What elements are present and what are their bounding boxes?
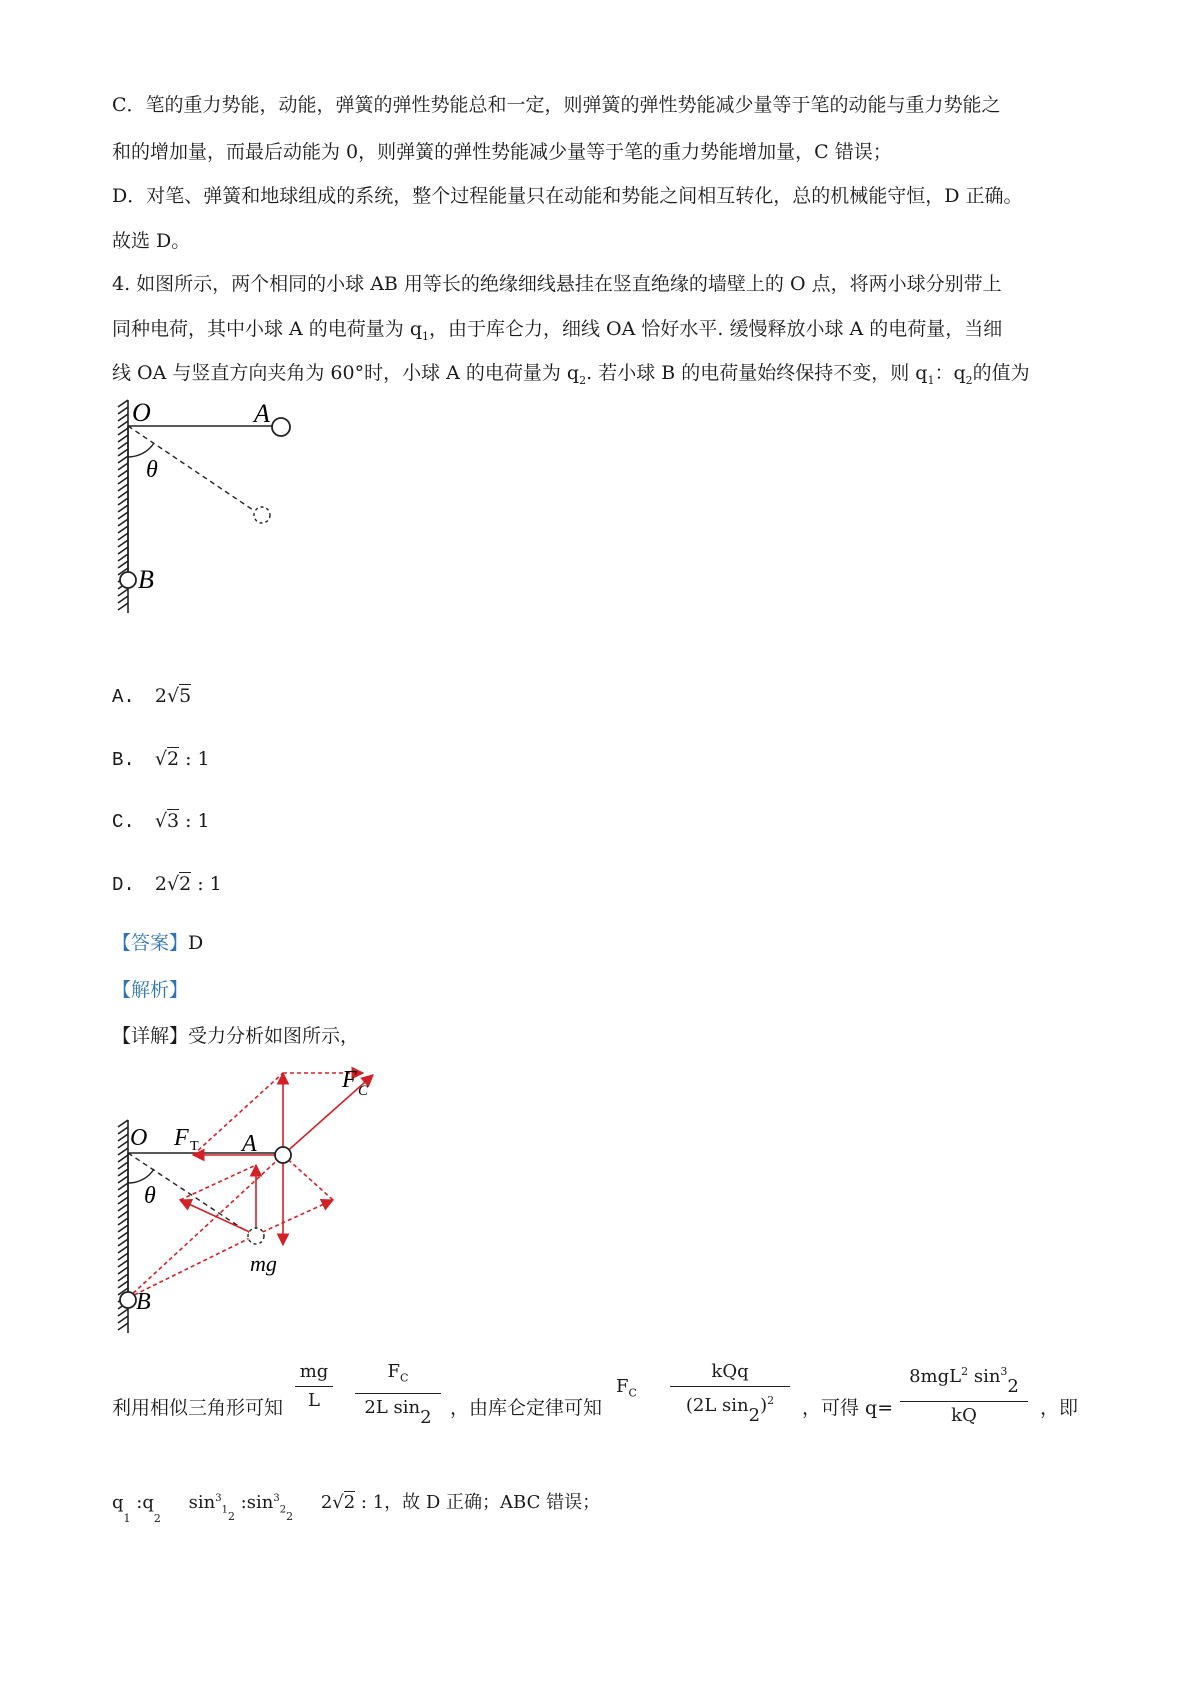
hatch-mark: [118, 463, 128, 470]
hatch-mark: [118, 1148, 128, 1155]
option-c-radicand: 3: [166, 810, 180, 832]
hatch-mark: [118, 1190, 128, 1197]
hatch-mark: [118, 512, 128, 519]
f4-den: kQ: [951, 1405, 977, 1426]
option-c-tail: : 1: [179, 810, 210, 832]
question-line2: [112, 316, 1002, 350]
hatch-mark: [118, 477, 128, 484]
f4-num: [900, 1360, 1028, 1399]
f2-sin2-sup: 3: [273, 1493, 280, 1504]
ball-a: [275, 1147, 291, 1163]
fraction-q: [900, 1360, 1028, 1428]
hatch-mark: [118, 547, 128, 554]
hatch-mark: [118, 1323, 128, 1330]
hatch-mark: [118, 407, 128, 414]
f2-den-a: 2L sin: [364, 1396, 421, 1418]
hatch-mark: [118, 589, 128, 596]
q1-sub-b: 1: [927, 373, 935, 387]
label-fc: F: [342, 1067, 357, 1093]
f2-sep: :sin: [240, 1492, 274, 1513]
sqrt-icon: √: [166, 873, 180, 895]
hatch-mark: [118, 561, 128, 568]
answer: [112, 930, 203, 956]
f2-den-b: 2: [420, 1406, 432, 1428]
label-a: A: [242, 1131, 257, 1157]
f2-q1: q: [112, 1492, 124, 1513]
hatch-mark: [118, 1267, 128, 1274]
hatch-mark: [118, 442, 128, 449]
formula1-mid2: ，可得 q=: [802, 1397, 894, 1419]
sqrt-icon: √: [154, 748, 167, 770]
hatch-mark: [118, 1169, 128, 1176]
hatch-mark: [118, 1281, 128, 1288]
q2-sub: 2: [579, 373, 587, 387]
hatch-mark: [118, 1155, 128, 1162]
para-c-line2: 和的增加量，而最后动能为 0，则弹簧的弹性势能减少量等于笔的重力势能增加量，C 错误；: [112, 141, 892, 163]
hatch-mark: [118, 484, 128, 491]
hatch-mark: [118, 1176, 128, 1183]
question-line3: [112, 360, 1030, 394]
f2-sin2-den: 2: [286, 1510, 294, 1523]
f2-colon: :q: [136, 1492, 154, 1513]
option-b-letter: B.: [112, 749, 135, 771]
hatch-mark: [118, 470, 128, 477]
formula2: [112, 1488, 600, 1525]
f2-sin1: sin: [188, 1492, 216, 1513]
hatch-mark: [118, 1134, 128, 1141]
hatch-mark: [118, 596, 128, 603]
hatch-mark: [118, 1260, 128, 1267]
hatch-mark: [118, 1316, 128, 1323]
f2-res-coef: 2: [320, 1492, 333, 1513]
label-o: O: [130, 1125, 148, 1151]
hatch-mark: [118, 1211, 128, 1218]
option-a-radicand: 5: [179, 685, 192, 707]
fc-sub: C: [628, 1386, 637, 1400]
f2-sin1-sup: 3: [215, 1493, 222, 1504]
question-line3-b: . 若小球 B 的电荷量始终保持不变，则 q: [586, 362, 928, 384]
f2-num-f: F: [387, 1361, 401, 1382]
hatch-mark: [118, 449, 128, 456]
angle-arc: [128, 443, 154, 457]
hatch-mark: [118, 1274, 128, 1281]
option-b-radicand: 2: [166, 748, 180, 770]
sqrt-icon: √: [332, 1492, 344, 1513]
hatch-mark: [118, 1218, 128, 1225]
hatch-mark: [118, 1204, 128, 1211]
f2-sin2-sub: 2: [279, 1504, 287, 1516]
formula1-tail: ，即: [1040, 1397, 1079, 1419]
option-b-tail: : 1: [179, 748, 210, 770]
option-c-letter: C.: [112, 811, 135, 833]
f1-bar: [295, 1386, 333, 1387]
ball-dashed: [254, 507, 270, 523]
fraction-fc: [355, 1360, 441, 1430]
f3-den-c: ): [760, 1395, 768, 1416]
f3-num: kQq: [711, 1361, 749, 1382]
label-b: B: [138, 565, 154, 594]
hatch-mark: [118, 533, 128, 540]
hatch-mark: [118, 435, 128, 442]
hatch-mark: [118, 491, 128, 498]
question-line2-b: ，由于库仑力，细线 OA 恰好水平. 缓慢释放小球 A 的电荷量，当细: [429, 318, 1003, 340]
hatch-mark: [118, 540, 128, 547]
f3-bar: [670, 1386, 790, 1387]
f4-num-d: 2: [1007, 1376, 1019, 1397]
figure-1: [108, 395, 308, 625]
f1-den: L: [308, 1390, 320, 1411]
hatch-mark: [118, 456, 128, 463]
hatch-mark: [118, 603, 128, 610]
q2-sub-b: 2: [965, 373, 973, 387]
hatch-mark: [118, 1127, 128, 1134]
hatch-mark: [118, 400, 128, 407]
f3-den-b: 2: [748, 1405, 761, 1426]
question-line2-a: 同种电荷，其中小球 A 的电荷量为 q: [112, 318, 423, 340]
hatch-mark: [118, 498, 128, 505]
detail: [112, 1023, 359, 1049]
hatch-mark: [118, 414, 128, 421]
para-c-line1: C．笔的重力势能，动能，弹簧的弹性势能总和一定，则弹簧的弹性势能减少量等于笔的动能与重力势能之: [112, 94, 1001, 116]
option-d-radicand: 2: [179, 873, 192, 895]
label-theta: θ: [144, 1183, 156, 1209]
option-d-letter: D.: [112, 874, 135, 896]
formula1-mid: ，由库仑定律可知: [450, 1397, 603, 1419]
hatch-mark: [118, 519, 128, 526]
hatch-mark: [118, 1253, 128, 1260]
hatch-mark: [118, 1232, 128, 1239]
angle-arc: [128, 1169, 154, 1183]
f2-bar: [355, 1393, 441, 1394]
sqrt-icon: √: [166, 685, 180, 707]
hatch-mark: [118, 1309, 128, 1316]
option-d-coef: 2: [154, 873, 167, 895]
figure-2: [108, 1065, 408, 1335]
f2-num: [355, 1360, 441, 1391]
label-theta: θ: [146, 457, 158, 483]
label-fc-sub: C: [358, 1083, 369, 1099]
f2-den: [355, 1396, 441, 1430]
q1-sub: 1: [422, 329, 430, 343]
fraction-mg-l: [295, 1360, 333, 1413]
option-c[interactable]: [112, 810, 210, 833]
option-d-tail: : 1: [191, 873, 222, 895]
fraction-coulomb: [670, 1360, 790, 1428]
hatch-mark: [118, 1246, 128, 1253]
detail-tag: 【详解】: [112, 1025, 189, 1047]
f2-q2-sub: 2: [153, 1512, 161, 1525]
label-o: O: [132, 398, 151, 427]
f2-q1-sub: 1: [123, 1512, 131, 1525]
hatch-mark: [118, 1239, 128, 1246]
hatch-mark: [118, 1197, 128, 1204]
ball-b: [120, 1292, 136, 1308]
hatch-mark: [118, 1162, 128, 1169]
f1-num: mg: [299, 1361, 329, 1382]
f4-num-c: 3: [1000, 1365, 1008, 1378]
hatch-mark: [118, 428, 128, 435]
label-ft: F: [174, 1125, 189, 1151]
formula1-lead: 利用相似三角形可知: [112, 1397, 284, 1419]
f4-num-b: sin: [968, 1366, 1001, 1387]
answer-value: D: [188, 932, 204, 954]
detail-text: 受力分析如图所示，: [188, 1025, 360, 1047]
f2-res-rad: 2: [343, 1492, 356, 1513]
formula1-fc: [616, 1376, 637, 1400]
f3-den-a: (2L sin: [685, 1395, 749, 1416]
hatch-mark: [118, 526, 128, 533]
hatch-mark: [118, 1141, 128, 1148]
f3-den-sup: 2: [767, 1394, 775, 1407]
f2-res-tail: : 1: [355, 1492, 385, 1513]
ball-a: [272, 418, 290, 436]
ball-b: [120, 572, 136, 588]
hatch-mark: [118, 554, 128, 561]
f4-bar: [900, 1401, 1028, 1402]
hatch-mark: [118, 1183, 128, 1190]
f2-sin1-sub: 1: [221, 1504, 228, 1516]
hatch-mark: [118, 1120, 128, 1127]
option-b[interactable]: [112, 748, 210, 771]
label-ft-sub: T: [190, 1139, 199, 1154]
option-a-letter: A.: [112, 686, 135, 708]
f2-num-sub: C: [400, 1371, 409, 1385]
answer-tag: 【答案】: [112, 932, 189, 954]
f2-tail: ，故 D 正确；ABC 错误；: [384, 1492, 601, 1513]
ball-dashed: [248, 1228, 264, 1244]
label-a: A: [254, 399, 270, 428]
hatch-mark: [118, 421, 128, 428]
question-line3-c: ：q: [934, 362, 966, 384]
f2-sin1-den: 2: [227, 1510, 235, 1523]
option-a-coef: 2: [154, 685, 167, 707]
f3-den: [670, 1389, 790, 1428]
hatch-mark: [118, 505, 128, 512]
conclusion: 故选 D。: [112, 230, 191, 252]
fc-f: F: [616, 1376, 629, 1397]
option-d[interactable]: [112, 873, 222, 896]
label-mg: mg: [250, 1251, 277, 1276]
para-d: D．对笔、弹簧和地球组成的系统，整个过程能量只在动能和势能之间相互转化，总的机械能守恒，D 正确。: [112, 185, 1023, 207]
f4-num-sup: 2: [961, 1365, 969, 1378]
question-line3-d: 的值为: [972, 362, 1030, 384]
sqrt-icon: √: [154, 810, 167, 832]
option-a[interactable]: [112, 685, 191, 708]
label-b: B: [136, 1289, 151, 1315]
f4-num-a: 8mgL: [909, 1366, 962, 1387]
hatch-mark: [118, 1225, 128, 1232]
question-line1: 4. 如图所示，两个相同的小球 AB 用等长的绝缘细线悬挂在竖直绝缘的墙壁上的 O 点，将两小球分别带上: [112, 273, 1002, 295]
analysis-tag: 【解析】: [112, 979, 189, 1001]
question-line3-a: 线 OA 与竖直方向夹角为 60°时，小球 A 的电荷量为 q: [112, 362, 580, 384]
